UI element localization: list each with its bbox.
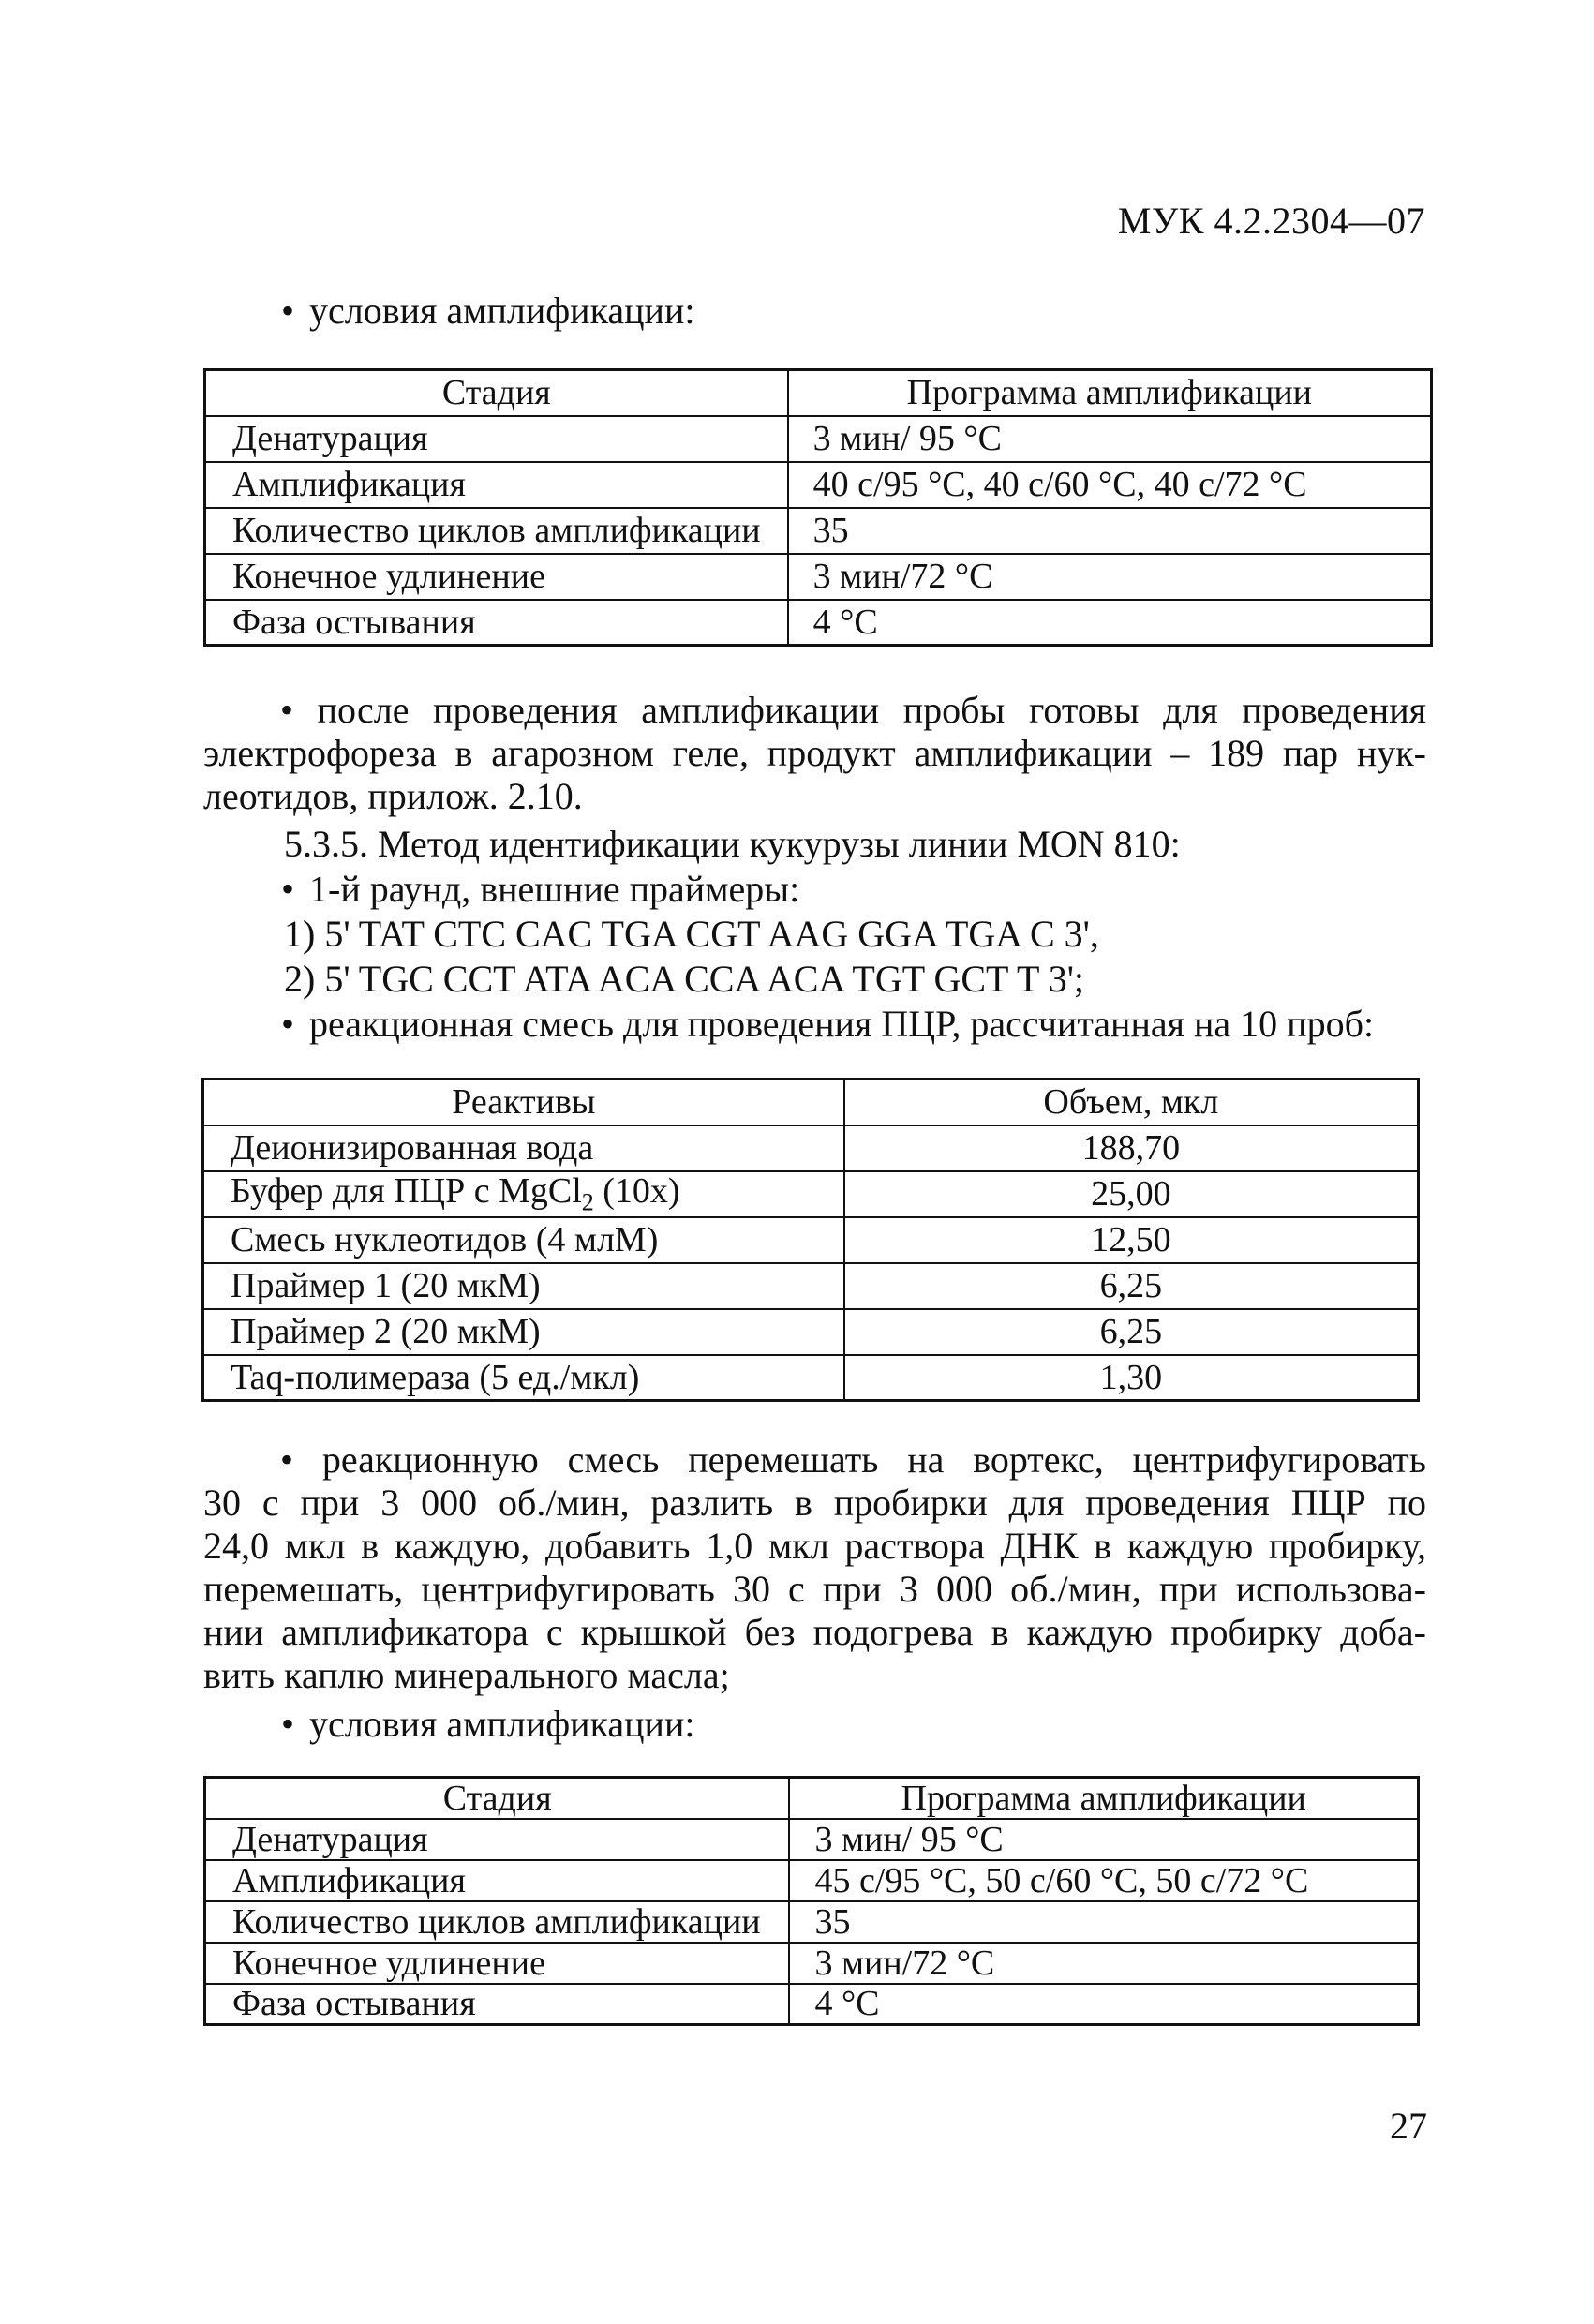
primer-1: 1) 5' TAT CTC CAC TGA CGT AAG GGA TGA C 3', bbox=[284, 913, 1099, 955]
bullet-glyph: • bbox=[280, 1438, 294, 1481]
table-row bbox=[205, 1901, 1419, 1943]
table-cell: 188,70 bbox=[844, 1125, 1419, 1171]
table-cell: 4 °С bbox=[789, 1984, 1418, 2025]
table-row bbox=[205, 416, 1432, 462]
table-header-row bbox=[205, 370, 1432, 416]
page-header: МУК 4.2.2304—07 bbox=[1117, 200, 1425, 242]
table-cell: 4 °С bbox=[788, 600, 1432, 646]
table-cell: 3 мин/ 95 °С bbox=[789, 1819, 1418, 1860]
table-row bbox=[205, 1860, 1419, 1901]
table-row bbox=[203, 1309, 1419, 1355]
mix-label: • реакционная смесь для проведения ПЦР, рассчитанная на 10 проб: bbox=[281, 1003, 1375, 1045]
table-row bbox=[203, 1125, 1419, 1171]
table-cell: Деионизированная вода bbox=[203, 1125, 844, 1171]
table-cell: 3 мин/72 °С bbox=[788, 554, 1432, 600]
primer-2: 2) 5' TGC CCT ATA ACA CCA ACA TGT GCT T 3'; bbox=[284, 958, 1085, 1000]
table-cell: 25,00 bbox=[844, 1171, 1419, 1217]
table-cell: 35 bbox=[789, 1901, 1418, 1943]
bullet-glyph: • bbox=[281, 290, 295, 332]
column-header: Программа амплификации bbox=[788, 370, 1432, 416]
table-row bbox=[205, 1984, 1419, 2025]
table-row bbox=[205, 1943, 1419, 1984]
table-cell: Амплификация bbox=[205, 462, 788, 508]
table-cell: Количество циклов амплификации bbox=[205, 508, 788, 554]
bullet-conditions-1: • условия амплификации: bbox=[281, 290, 695, 332]
table-cell: 6,25 bbox=[844, 1309, 1419, 1355]
table-row bbox=[205, 554, 1432, 600]
table-row bbox=[203, 1217, 1419, 1263]
table-header-row bbox=[203, 1080, 1419, 1125]
column-header: Программа амплификации bbox=[789, 1778, 1418, 1819]
table-cell: Буфер для ПЦР с MgCl$_2$ (10х) bbox=[203, 1171, 844, 1217]
table-cell: Денатурация bbox=[205, 416, 788, 462]
column-header: Стадия bbox=[205, 1778, 790, 1819]
column-header: Стадия bbox=[205, 370, 788, 416]
table-row bbox=[203, 1355, 1419, 1401]
table-cell: 1,30 bbox=[844, 1355, 1419, 1401]
table-row bbox=[203, 1263, 1419, 1309]
table-row bbox=[205, 600, 1432, 646]
column-header: Реактивы bbox=[203, 1080, 844, 1125]
table-cell: 12,50 bbox=[844, 1217, 1419, 1263]
amplification-table-1 bbox=[203, 368, 1433, 647]
column-header: Объем, мкл bbox=[844, 1080, 1419, 1125]
table-cell: 40 с/95 °С, 40 с/60 °С, 40 с/72 °С bbox=[788, 462, 1432, 508]
page-number: 27 bbox=[1390, 2105, 1427, 2147]
table-cell: Праймер 1 (20 мкМ) bbox=[203, 1263, 844, 1309]
table-cell: 3 мин/ 95 °С bbox=[788, 416, 1432, 462]
bullet-conditions-2: • условия амплификации: bbox=[281, 1703, 695, 1745]
table-cell: Праймер 2 (20 мкМ) bbox=[203, 1309, 844, 1355]
table-cell: 35 bbox=[788, 508, 1432, 554]
table-cell: Амплификация bbox=[205, 1860, 790, 1901]
table-header-row bbox=[205, 1778, 1419, 1819]
table-cell: Денатурация bbox=[205, 1819, 790, 1860]
table-cell: Конечное удлинение bbox=[205, 1943, 790, 1984]
method-title: 5.3.5. Метод идентификации кукурузы линии MON 810: bbox=[284, 823, 1181, 865]
bullet-glyph: • bbox=[280, 689, 294, 731]
table-cell: Фаза остывания bbox=[205, 600, 788, 646]
table-row bbox=[205, 462, 1432, 508]
round-label: • 1-й раунд, внешние праймеры: bbox=[281, 868, 800, 910]
after-amplification-paragraph: • после проведения амплификации пробы готовы для проведения электрофореза в агарозном геле, продукт амплификации – 189 пар нук- леотидов, прилож. 2.10. bbox=[203, 689, 1427, 817]
table-row bbox=[203, 1171, 1419, 1217]
table-cell: 3 мин/72 °С bbox=[789, 1943, 1418, 1984]
table-row bbox=[205, 508, 1432, 554]
table-cell: 6,25 bbox=[844, 1263, 1419, 1309]
table-cell: Фаза остывания bbox=[205, 1984, 790, 2025]
table-cell: Конечное удлинение bbox=[205, 554, 788, 600]
table-cell: Taq-полимераза (5 ед./мкл) bbox=[203, 1355, 844, 1401]
amplification-table-2 bbox=[203, 1776, 1420, 2026]
reagents-table bbox=[201, 1078, 1420, 1402]
mix-instructions-paragraph: • реакционную смесь перемешать на вортекс, центрифугировать 30 с при 3 000 об./мин, разлить в пробирки для проведения ПЦР по 24,0 мкл в каждую, добавить 1,0 мкл раствора ДНК в каждую пробирку, перемешать, центрифугировать 30 с при 3 000 об./мин, при использова- нии амплификатора с крышкой без подогрева в каждую пробирку доба- вить каплю минерального масла; bbox=[203, 1438, 1426, 1696]
table-cell: 45 с/95 °С, 50 с/60 °С, 50 с/72 °С bbox=[789, 1860, 1418, 1901]
table-row bbox=[205, 1819, 1419, 1860]
table-cell: Смесь нуклеотидов (4 млМ) bbox=[203, 1217, 844, 1263]
table-cell: Количество циклов амплификации bbox=[205, 1901, 790, 1943]
